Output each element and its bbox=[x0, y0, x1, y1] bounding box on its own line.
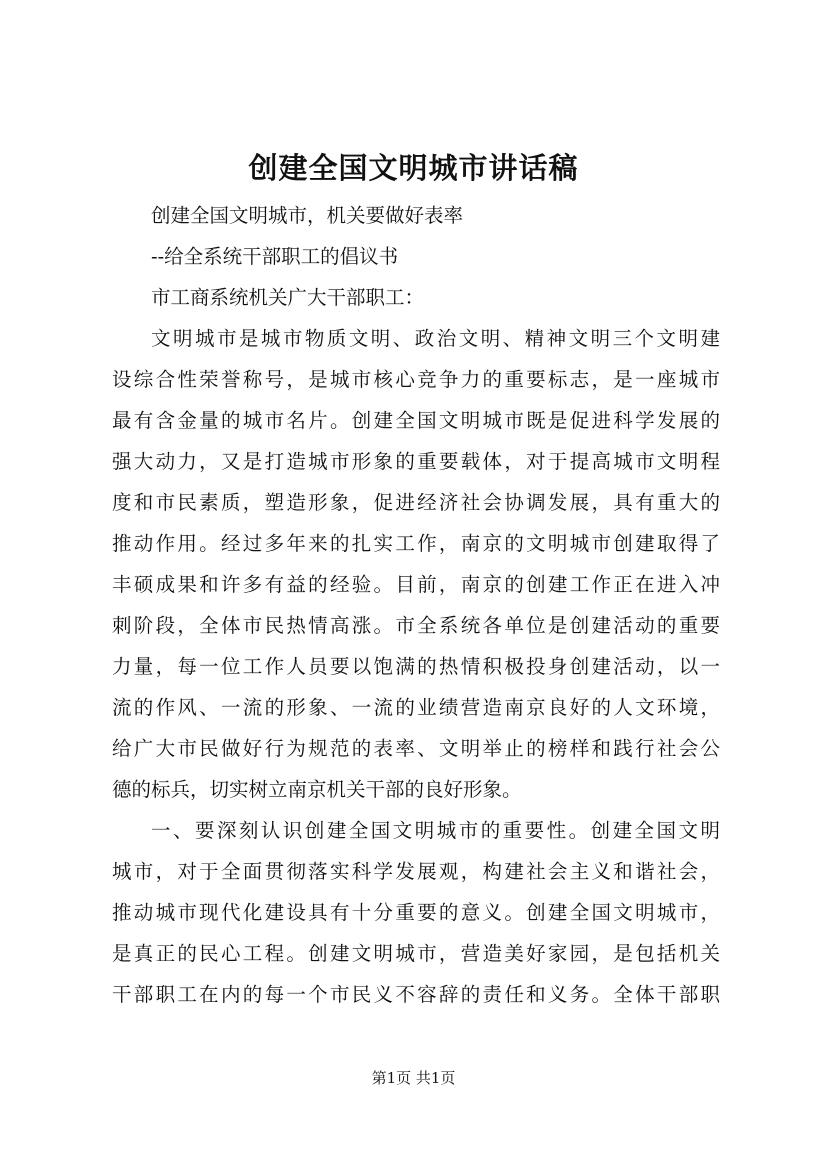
text-line: 市工商系统机关广大干部职工： bbox=[151, 286, 425, 309]
text-line: 强大动力，又是打造城市形象的重要载体，对于提高城市文明程 bbox=[112, 450, 720, 473]
text-line: 创建全国文明城市，机关要做好表率 bbox=[151, 204, 464, 227]
document-title: 创建全国文明城市讲话稿 bbox=[248, 151, 579, 185]
text-line: 丰硕成果和许多有益的经验。目前，南京的创建工作正在进入冲 bbox=[112, 573, 720, 596]
text-line: 推动作用。经过多年来的扎实工作，南京的文明城市创建取得了 bbox=[112, 532, 720, 555]
text-line: 刺阶段，全体市民热情高涨。市全系统各单位是创建活动的重要 bbox=[112, 614, 720, 637]
text-line: 城市，对于全面贯彻落实科学发展观，构建社会主义和谐社会， bbox=[112, 860, 720, 883]
text-line: 设综合性荣誉称号，是城市核心竞争力的重要标志，是一座城市 bbox=[112, 368, 720, 391]
text-line: 德的标兵，切实树立南京机关干部的良好形象。 bbox=[112, 778, 522, 801]
text-line: 文明城市是城市物质文明、政治文明、精神文明三个文明建 bbox=[151, 327, 720, 350]
text-line: 推动城市现代化建设具有十分重要的意义。创建全国文明城市， bbox=[112, 901, 720, 924]
text-line: --给全系统干部职工的倡议书 bbox=[151, 245, 399, 268]
document-body bbox=[112, 195, 720, 1015]
text-line: 度和市民素质，塑造形象，促进经济社会协调发展，具有重大的 bbox=[112, 491, 720, 514]
page-number-footer: 第1页 共1页 bbox=[371, 1069, 456, 1087]
text-line: 干部职工在内的每一个市民义不容辞的责任和义务。全体干部职 bbox=[112, 983, 720, 1006]
text-line: 力量，每一位工作人员要以饱满的热情积极投身创建活动，以一 bbox=[112, 655, 720, 678]
text-line: 一、要深刻认识创建全国文明城市的重要性。创建全国文明 bbox=[151, 819, 720, 842]
text-line: 最有含金量的城市名片。创建全国文明城市既是促进科学发展的 bbox=[112, 409, 720, 432]
text-line: 是真正的民心工程。创建文明城市，营造美好家园，是包括机关 bbox=[112, 942, 720, 965]
text-line: 流的作风、一流的形象、一流的业绩营造南京良好的人文环境， bbox=[112, 696, 720, 719]
text-line: 给广大市民做好行为规范的表率、文明举止的榜样和践行社会公 bbox=[112, 737, 720, 760]
